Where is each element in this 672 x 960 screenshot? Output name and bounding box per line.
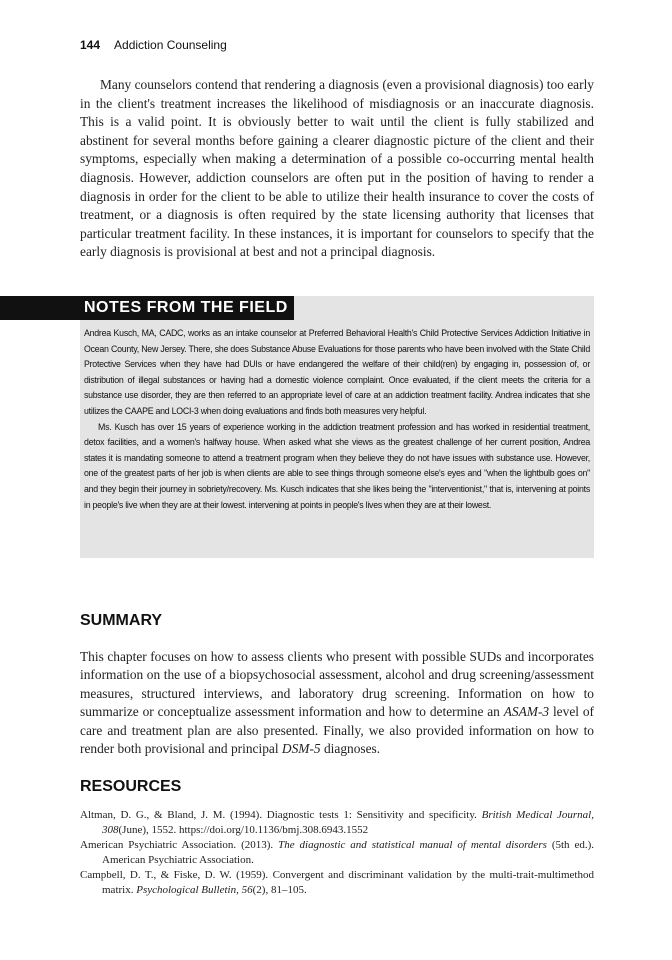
notes-heading: NOTES FROM THE FIELD xyxy=(84,299,288,316)
reference-item xyxy=(80,868,594,898)
running-head xyxy=(80,38,227,52)
summary-asam-term: ASAM-3 xyxy=(503,704,550,720)
summary-text-3: diagnoses. xyxy=(320,741,381,757)
reference-item xyxy=(80,838,594,868)
reference-text: Altman, D. G., & Bland, J. M. (1994). Diagnostic tests 1: Sensitivity and specificity. xyxy=(80,809,482,821)
reference-list xyxy=(80,808,594,898)
reference-item xyxy=(80,808,594,838)
reference-text: Campbell, D. T., & Fiske, D. W. (1959). Convergent and discriminant validation by the multi-trait-multimethod matrix. xyxy=(80,869,594,896)
reference-source: Psychological Bulletin, 56 xyxy=(136,884,253,896)
reference-text: American Psychiatric Association. (2013). xyxy=(80,839,279,851)
reference-text: (2), 81–105. xyxy=(252,884,307,896)
intro-paragraph: Many counselors contend that rendering a diagnosis (even a provisional diagnosis) too early in the client's treatment increases the likelihood of misdiagnosis or an inaccurate diagnosis. This is a valid point. It is obviously better to wait until the client is fully stabilized and abstinent for several months before gaining a clearer diagnostic picture of the client and their symptoms, especially when making a determination of a possible co-occurring mental health diagnosis. However, addiction counselors are often put in the position of having to render a diagnosis in order for the client to be able to utilize their health insurance to cover the costs of treatment, or a diagnosis is often required by the state licensing authority that licenses that particular treatment facility. In these instances, it is important for counselors to specify that the early diagnosis is provisional at best and not a principal diagnosis. xyxy=(80,77,594,260)
summary-text-2: level of care and treatment plan are also presented. Finally, we also provided information on how to render both provisional and principal xyxy=(80,704,594,757)
resources-heading: RESOURCES xyxy=(80,778,182,795)
reference-text: (June), 1552. https://doi.org/10.1136/bmj.308.6943.1552 xyxy=(118,824,369,836)
reference-source: British Medical Journal, 308 xyxy=(102,809,594,836)
notes-paragraph-2: Ms. Kusch has over 15 years of experience working in the addiction treatment profession and has worked in residential treatment, detox facilities, and a women's halfway house. When asked what she views as the greatest challenge of her current position, Andrea states it is mandating someone to attend a treatment program when they believe they do not have issues with substance use. However, one of the greatest parts of her job is when clients are able to see things through someone else's eyes and "when the lightbulb goes on" and they begin their journey in sobriety/recovery. Ms. Kusch indicates that she likes being the "interventionist," that is, intervening at points in people's live when they are at their lowest. intervening at points in people's lives when they are at their lowest. xyxy=(84,421,590,510)
summary-paragraph xyxy=(80,648,594,758)
notes-heading-bar xyxy=(0,296,80,320)
reference-text: (5th ed.). American Psychiatric Association. xyxy=(102,839,595,866)
summary-text-1: This chapter focuses on how to assess clients who present with possible SUDs and incorporates information on the use of a biopsychosocial assessment, alcohol and drug screening/assessment measures, structured interviews, and laboratory drug screening. Information on how to summarize or conceptualize assessment information and how to determine an xyxy=(80,649,594,720)
reference-source: The diagnostic and statistical manual of mental disorders xyxy=(278,839,547,851)
book-title: Addiction Counseling xyxy=(114,38,227,52)
summary-heading: SUMMARY xyxy=(80,612,163,629)
summary-dsm-term: DSM-5 xyxy=(281,741,321,757)
notes-paragraph-1: Andrea Kusch, MA, CADC, works as an intake counselor at Preferred Behavioral Health's Child Protective Services Addiction Initiative in Ocean County, New Jersey. There, she does Substance Abuse Evaluations for those parents who have been involved with the State Child Protective Services when they have had DUIs or have endangered the welfare of their child(ren) by engaging in, possession of, or distribution of illegal substances or having had a domestic violence complaint. Once evaluated, if the client meets the criteria for a substance use disorder, they are then referred to an appropriate level of care at an addiction treatment facility. Andrea indicates that she utilizes the CAAPE and LOCI-3 when doing evaluations and finds both measures very helpful. xyxy=(84,328,590,416)
page-number: 144 xyxy=(80,38,101,52)
notes-body xyxy=(84,326,590,513)
